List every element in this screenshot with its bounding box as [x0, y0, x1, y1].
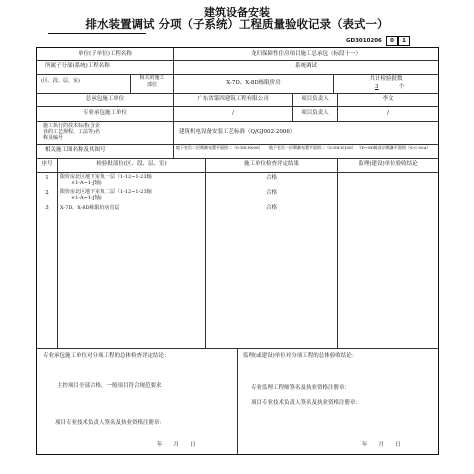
standard-label-3: 称及编号 — [43, 135, 64, 141]
col-supervisor-header: 监理(建设)单位验收结论 — [358, 161, 418, 167]
standard-label-1: 施工执行的技术标准(含企 — [43, 123, 100, 129]
specialist-lead-value: / — [387, 110, 389, 116]
drawing-value-2: 地下室负一层喷淋布置平面图二（S-DX-N108） — [269, 145, 356, 150]
row-location-2: ×1-A~1-J轴) — [71, 180, 102, 186]
row-seq: 1 — [45, 175, 49, 181]
form-code: GD3010206 — [346, 38, 382, 44]
form-subtitle — [0, 16, 474, 32]
batch-count-unit: 个 — [399, 84, 405, 90]
specialist-value: / — [232, 110, 234, 116]
footer-left-date: 年 月 日 — [157, 442, 196, 448]
subtitle-underline — [48, 33, 146, 34]
standard-value: 建筑机电设备安装工艺标准（Q/GJ002-2006） — [179, 129, 296, 135]
row-seq: 3 — [45, 205, 49, 211]
footer-left-line: 主控项目全部合格，一般项目符合规范要求 — [57, 383, 162, 389]
row-location-1: 限价房北区地下室负二层（1-12~1-23轴 — [60, 189, 152, 195]
sub-project-label: 所属子分部(系统)工程名称 — [45, 63, 110, 69]
unit-project-label: 单位(子单位)工程名称 — [78, 51, 132, 57]
col-contractor-header: 施工单位检查评定结果 — [243, 161, 299, 167]
row-result: 合格 — [265, 175, 277, 181]
drawing-value-3: 7D~8D栋首层喷淋平面图（S-C-05A） — [359, 145, 431, 150]
footer-right-sign: 专业监理工程师签名及执业资格注册章： — [251, 385, 351, 391]
batch-count-label: 共计检验批数 — [369, 76, 403, 82]
row-location-2: ×1-A~1-J轴) — [71, 195, 102, 201]
form-table — [36, 47, 439, 455]
row-seq: 2 — [45, 190, 49, 196]
drawing-value-1: 地下室负二层喷淋布置平面图二（S-DX-N008） — [176, 145, 263, 150]
row-location-1: 限价房北区地下室负一层（1-12~1-23轴 — [60, 174, 152, 180]
contractor-value: 广东省第四建筑工程有限公司 — [197, 96, 269, 102]
batch-count-value: 3 — [375, 84, 379, 90]
inspect-part-label-3: (区、段、层、室) — [41, 78, 80, 84]
col-location-header: 检验批部位(区、段、层、室) — [96, 161, 167, 167]
row-result: 合格 — [265, 205, 277, 211]
footer-right-title: 监理(或建设)单位对分项工程的总体验收结论： — [243, 353, 358, 359]
col-seq-header: 序号 — [41, 161, 53, 167]
inspect-part-label-2: 部位 — [146, 82, 157, 88]
main-title: 建筑设备安装 — [204, 6, 270, 19]
sub-project-value: 系统调试 — [294, 63, 317, 69]
subtitle-rest: 分项（子系统）工程质量验收记录（表式一） — [158, 17, 389, 31]
row-result: 合格 — [265, 190, 277, 196]
contractor-lead-label: 项目负责人 — [301, 96, 329, 102]
drawing-label: 相关施工图名称及其图号 — [45, 147, 106, 153]
specialist-label: 专业承包施工单位 — [82, 110, 127, 116]
inspect-part-value: X-7D、X-8D栋限价房 — [226, 80, 281, 86]
code-box-2: 1 — [398, 36, 410, 46]
footer-right-date: 年 月 日 — [362, 442, 401, 448]
contractor-lead-value: 李文 — [382, 96, 394, 102]
subtitle-underlined: 排水装置调试 — [85, 17, 155, 31]
code-box-1: 0 — [386, 36, 398, 46]
standard-label-2: 业的工艺规程、工法等)名 — [43, 129, 100, 135]
row-location-1: X-7D、X-8D栋限价房首层 — [60, 205, 120, 211]
footer-left-title: 专业承包施工单位对分项工程的总体检查评定结论： — [43, 353, 170, 359]
specialist-lead-label: 项目负责人 — [301, 110, 329, 116]
inspect-part-label-1: 相关的施工 — [139, 75, 165, 81]
unit-project-value: 龙归保障性住房项目施工总承包（标段十一） — [250, 51, 361, 57]
footer-right-sign2: 项目专业技术负责人签名及执业资格注册章： — [251, 400, 362, 406]
footer-left-sign: 项目专业技术负责人签名及执业资格注册章： — [55, 420, 166, 426]
contractor-label: 总承包施工单位 — [85, 96, 125, 102]
